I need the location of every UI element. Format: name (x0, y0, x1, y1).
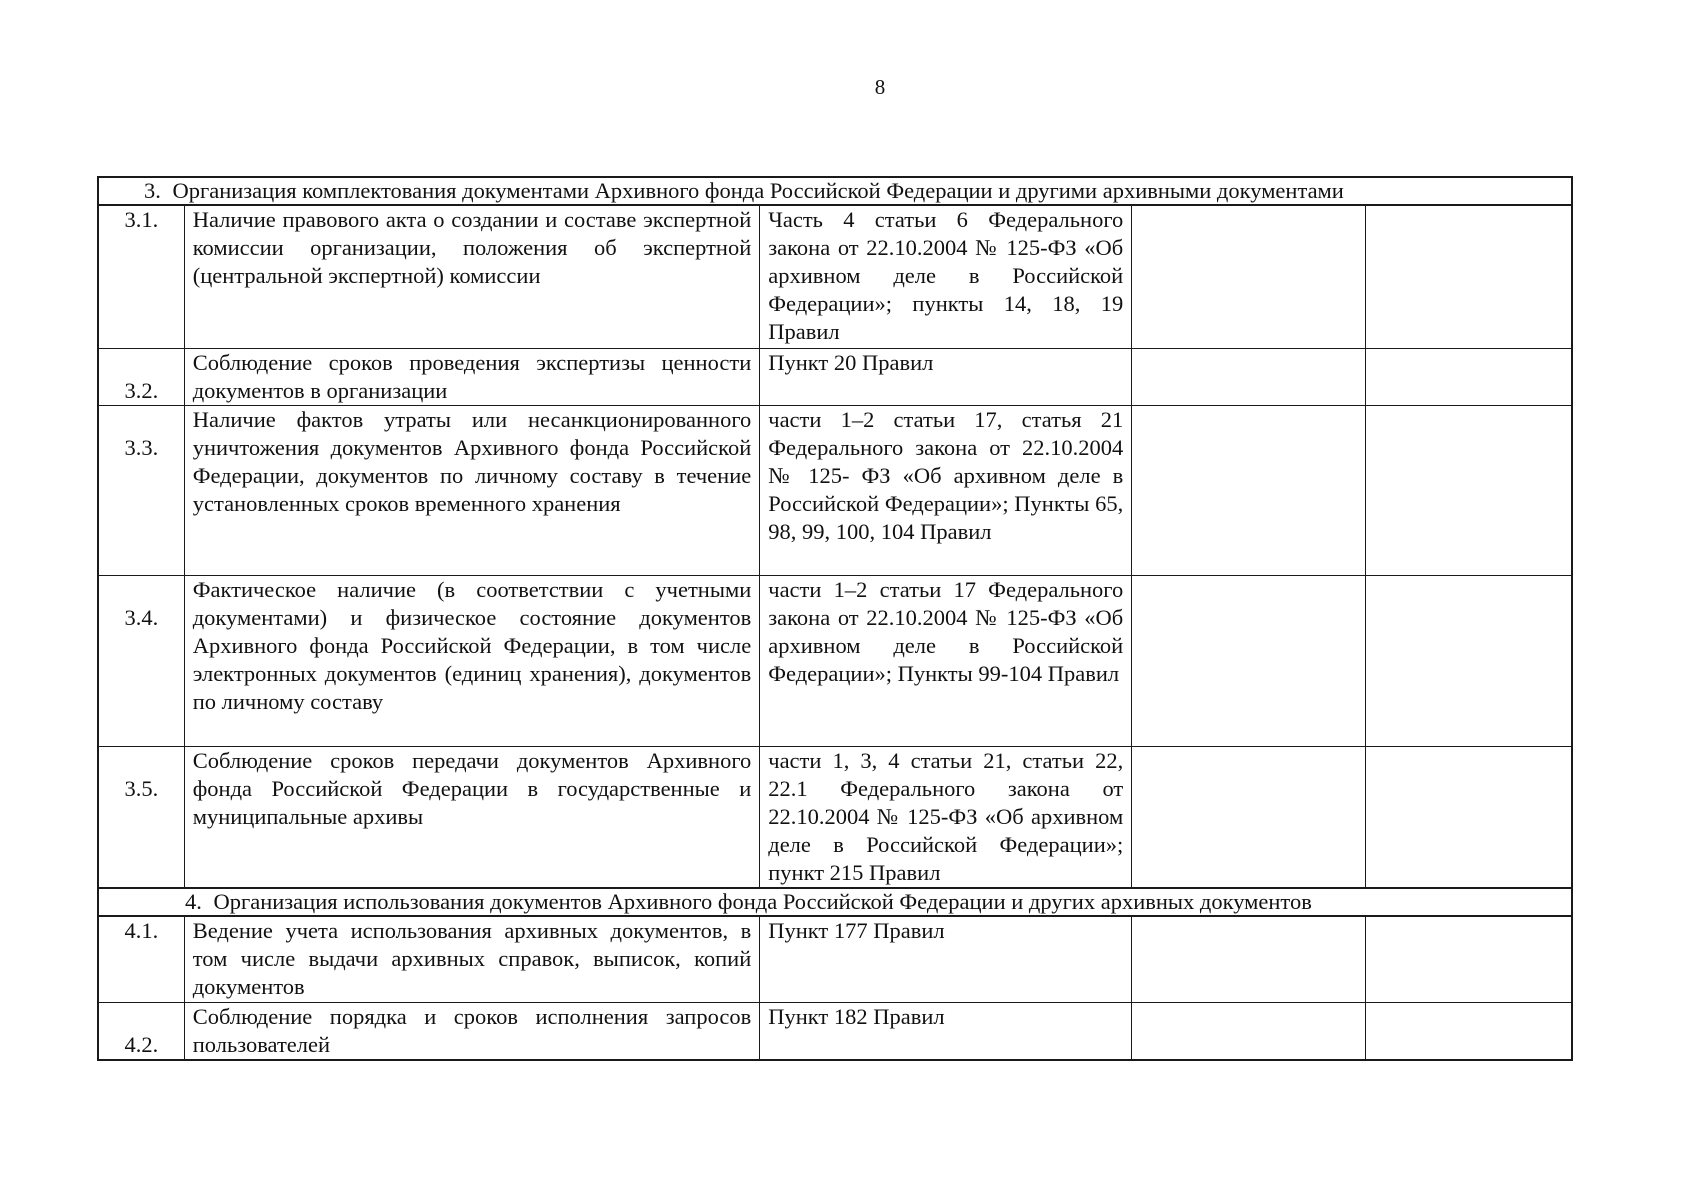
row-number: 3.3. (98, 405, 184, 575)
table-row (98, 348, 1572, 405)
empty-cell (1132, 405, 1366, 575)
section-title: Организация комплектования документами Архивного фонда Российской Федерации и другими архивными документами (172, 178, 1344, 203)
table-row (98, 916, 1572, 1002)
row-number: 3.5. (98, 746, 184, 888)
requirement-cell: Фактическое наличие (в соответствии с учетными документами) и физическое состояние документов Архивного фонда Российской Федерации, в том числе электронных документов (единиц хранения), документов по личному составу (184, 575, 760, 746)
table-row (98, 205, 1572, 348)
legal-reference-cell: части 1–2 статьи 17 Федерального закона от 22.10.2004 № 125-ФЗ «Об архивном деле в Российской Федерации»; Пункты 99-104 Правил (760, 575, 1132, 746)
empty-cell (1132, 575, 1366, 746)
requirement-cell: Соблюдение сроков проведения экспертизы ценности документов в организации (184, 348, 760, 405)
row-number: 3.2. (98, 348, 184, 405)
table-row (98, 1002, 1572, 1060)
legal-reference-cell: Часть 4 статьи 6 Федерального закона от 22.10.2004 № 125-ФЗ «Об архивном деле в Российской Федерации»; пункты 14, 18, 19 Правил (760, 205, 1132, 348)
table-row (98, 405, 1572, 575)
requirement-cell: Наличие фактов утраты или несанкционированного уничтожения документов Архивного фонда Российской Федерации, документов по личному составу в течение установленных сроков временного хранения (184, 405, 760, 575)
empty-cell (1365, 916, 1572, 1002)
legal-reference-cell: Пункт 20 Правил (760, 348, 1132, 405)
legal-reference-cell: Пункт 177 Правил (760, 916, 1132, 1002)
section-title: Организация использования документов Архивного фонда Российской Федерации и других архивных документов (213, 889, 1312, 914)
empty-cell (1132, 348, 1366, 405)
section-header-3 (98, 177, 1572, 205)
row-number: 4.2. (98, 1002, 184, 1060)
empty-cell (1365, 205, 1572, 348)
row-number: 4.1. (98, 916, 184, 1002)
requirement-cell: Наличие правового акта о создании и составе экспертной комиссии организации, положения об экспертной (центральной экспертной) комиссии (184, 205, 760, 348)
empty-cell (1132, 746, 1366, 888)
page-number: 8 (874, 75, 886, 99)
table-row (98, 575, 1572, 746)
requirement-cell: Соблюдение порядка и сроков исполнения запросов пользователей (184, 1002, 760, 1060)
requirement-cell: Ведение учета использования архивных документов, в том числе выдачи архивных справок, выписок, копий документов (184, 916, 760, 1002)
empty-cell (1365, 746, 1572, 888)
section-header-4 (98, 888, 1572, 916)
row-number: 3.4. (98, 575, 184, 746)
empty-cell (1132, 1002, 1366, 1060)
section-number: 4. (185, 889, 202, 914)
empty-cell (1365, 575, 1572, 746)
legal-reference-cell: Пункт 182 Правил (760, 1002, 1132, 1060)
empty-cell (1132, 916, 1366, 1002)
empty-cell (1132, 205, 1366, 348)
checklist-table (97, 176, 1573, 1061)
legal-reference-cell: части 1–2 статьи 17, статья 21 Федерального закона от 22.10.2004 № 125- ФЗ «Об архивном деле в Российской Федерации»; Пункты 65, 98, 99, 100, 104 Правил (760, 405, 1132, 575)
legal-reference-cell: части 1, 3, 4 статьи 21, статьи 22, 22.1 Федерального закона от 22.10.2004 № 125-ФЗ «Об архивном деле в Российской Федерации»; пункт 215 Правил (760, 746, 1132, 888)
requirement-cell: Соблюдение сроков передачи документов Архивного фонда Российской Федерации в государственные и муниципальные архивы (184, 746, 760, 888)
empty-cell (1365, 405, 1572, 575)
table-row (98, 746, 1572, 888)
row-number: 3.1. (98, 205, 184, 348)
empty-cell (1365, 1002, 1572, 1060)
empty-cell (1365, 348, 1572, 405)
section-number: 3. (144, 178, 161, 203)
